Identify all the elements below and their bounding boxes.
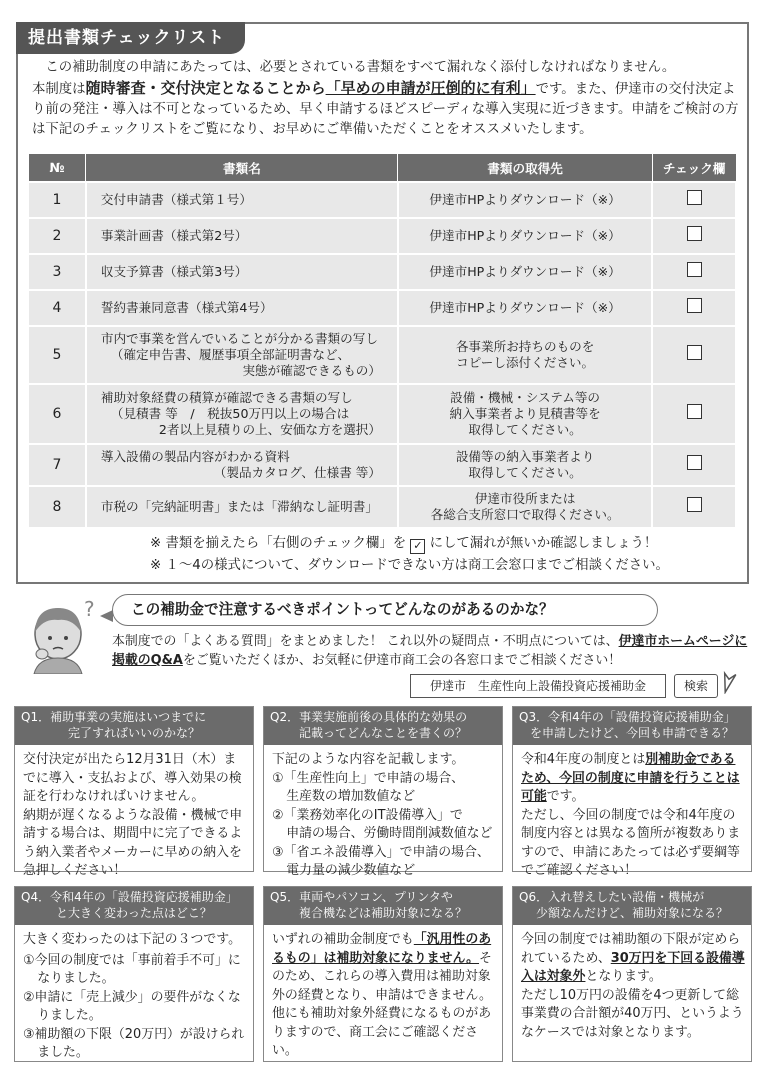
answer-item: 生産数の増加数値など [286,789,416,804]
row-doc [86,290,398,326]
source-line: 伊達市HPよりダウンロード（※） [429,299,621,315]
row-no: 1 [28,182,86,218]
answer-emphasis: 別補助金であるため、今回の制度に申請を行うことは可能 [521,752,740,804]
answer-item: ②申請に「売上減少」の要件がなくな [23,989,241,1005]
source-line: 設備・機械・システム等の [450,389,601,405]
doc-line: 実態が確認できるもの） [242,362,381,378]
table-row [28,486,736,528]
answer-text: 大きく変わったのは下記の３つです。 [23,932,241,947]
row-source [398,290,652,326]
intro-underlined-emphasis: 「早めの申請が圧倒的に有利」 [325,79,536,97]
faq-question [513,707,751,745]
faq-question [264,887,502,925]
answer-item: ました。 [37,1045,89,1060]
faq-answer [513,925,751,1046]
doc-line: 市内で事業を営んでいることが分かる書類の写し [100,330,378,346]
row-check[interactable] [652,326,736,384]
faq-answer [15,925,253,1067]
answer-emphasis: 「汎用性のあるもの」は補助対象になりません。 [272,932,492,966]
answer-item: なりました。 [37,971,115,986]
answer-text: 今回の制度では補助額の下限が定められているため、 [521,932,741,966]
qa-link[interactable]: 伊達市ホームページに掲載のQ&A [112,634,748,668]
faq-card-q2 [263,706,503,878]
doc-line: 交付申請書（様式第１号） [100,191,252,207]
faq-question [15,707,253,745]
doc-line: 事業計画書（様式第2号） [100,227,248,243]
source-line: 伊達市役所または [474,490,576,506]
note-text: ※ 書類を揃えたら「右側のチェック欄」を [150,536,407,551]
source-line: 伊達市HPよりダウンロード（※） [429,227,621,243]
faq-intro-text [112,632,752,670]
header-source: 書類の取得先 [398,154,652,182]
table-header-row [28,154,736,182]
faq-card-q3 [512,706,752,878]
checkbox[interactable] [687,262,702,277]
faq-answer [15,745,253,885]
source-line: 取得してください。 [468,464,582,480]
question-line: Q1．補助事業の実施はいつまでに [21,710,207,724]
search-input[interactable]: 伊達市 生産性向上設備投資応援補助金 [410,674,666,698]
intro-paragraph-2 [32,78,740,140]
checkbox[interactable] [687,497,702,512]
thinking-woman-icon [20,596,100,674]
question-line: Q6．入れ替えしたい設備・機械が [519,890,705,904]
answer-text: です。 [546,789,585,804]
faq-answer [513,745,751,885]
intro-text-rest: です。また、伊達市の交付決定より前の発注・導入は不可となっているため、早く申請するほどスピーディな導入実現に近づきます。申請をご検討の方は下記のチェックリストをご覧になり、お早めにご準備いただくことをオススメいたします。 [32,82,739,137]
answer-text: いずれの補助金制度でも [272,932,414,947]
answer-item: ③「省エネ設備導入」で申請の場合、 [272,844,490,860]
question-line: Q3．令和4年の「設備投資応援補助金」 [519,710,736,724]
doc-line: 導入設備の製品内容がわかる資料 [100,448,290,464]
row-doc [86,326,398,384]
checklist-title: 提出書類チェックリスト [16,22,245,54]
row-check[interactable] [652,444,736,486]
faq-card-q5 [263,886,503,1062]
row-check[interactable] [652,182,736,218]
intro-text: 本制度は [32,82,86,97]
doc-line: 誓約書兼同意書（様式第4号） [100,299,273,315]
row-no: 5 [28,326,86,384]
faq-question [264,707,502,745]
note-2: ※ １～4の様式について、ダウンロードできない方は商工会窓口までご相談ください。 [150,558,669,573]
source-line: 取得してください。 [468,421,582,437]
answer-text: となります。 [585,969,662,984]
row-doc [86,218,398,254]
answer-text: そのため、これらの導入費用は補助対象外の経費となり、申請はできません。 [272,950,492,1003]
question-line: Q5．車両やパソコン、プリンタや [270,890,453,904]
checkbox[interactable] [687,226,702,241]
row-no: 3 [28,254,86,290]
row-doc [86,182,398,218]
doc-line: （確定申告書、履歴事項全部証明書など、 [110,346,351,362]
table-row [28,254,736,290]
row-check[interactable] [652,290,736,326]
question-line: Q2．事業実施前後の具体的な効果の [270,710,468,724]
note-text: にして漏れが無いか確認しましょう！ [429,536,658,551]
checkbox[interactable] [687,298,702,313]
row-check[interactable] [652,486,736,528]
checklist-table [27,153,737,529]
source-line: 各総合支所窓口で取得ください。 [430,506,620,522]
intro-text: 本制度での「よくある質問」をまとめました！ これ以外の疑問点・不明点については、 [112,634,619,649]
answer-item: ①「生産性向上」で申請の場合、 [272,770,465,786]
checkbox[interactable] [687,190,702,205]
doc-line: （見積書 等 / 税抜50万円以上の場合は [110,405,350,421]
row-doc [86,254,398,290]
source-line: コピーし添付ください。 [456,354,595,370]
question-line: と大きく変わった点はどこ？ [56,906,212,920]
source-line: 設備等の納入事業者より [455,448,595,464]
row-source [398,486,652,528]
table-row [28,384,736,444]
table-row [28,444,736,486]
svg-text:?: ? [84,597,95,621]
answer-text: 納期が遅くなるような設備・機械で申請する場合は、期間中に完了できるよう納入業者やメーカーに早めの納入を急押しください！ [23,807,243,878]
row-no: 4 [28,290,86,326]
row-check[interactable] [652,384,736,444]
cursor-icon [718,670,742,694]
intro-line-1: この補助制度の申請にあたっては、必要とされている書類をすべて漏れなく添付しなければなりません。 [45,60,676,75]
checklist-notes [150,533,740,577]
doc-line: 市税の「完納証明書」または「滞納なし証明書」 [100,498,378,514]
row-no: 2 [28,218,86,254]
source-line: 納入事業者より見積書等を [449,405,601,421]
row-check[interactable] [652,218,736,254]
question-line: 複合機などは補助対象になる？ [298,906,467,920]
source-line: 各事業所お持ちのものを [455,338,595,354]
row-source [398,444,652,486]
doc-line: 2者以上見積りの上、安価な方を選択） [158,421,381,437]
answer-text: ただし、今回の制度では令和4年度の制度内容とは異なる箇所が複数ありますので、申請にあたっては必ず要綱等でご確認ください！ [521,807,741,878]
row-source [398,218,652,254]
row-no: 8 [28,486,86,528]
checkbox[interactable] [687,404,702,419]
answer-item: ①今回の制度では「事前着手不可」に [23,952,241,968]
answer-item: 申請の場合、労働時間削減数値など [286,826,493,841]
row-source [398,182,652,218]
answer-text: 令和4年度の制度とは [521,752,646,767]
answer-text: 下記のような内容を記載します。 [272,752,465,767]
faq-card-q6 [512,886,752,1062]
header-check: チェック欄 [652,154,736,182]
checked-box-icon: ✓ [410,539,425,554]
speech-bubble: この補助金で注意するべきポイントってどんなのがあるのかな？ [112,594,658,626]
question-line: を申請したけど、今回も申請できる？ [529,726,734,740]
table-row [28,182,736,218]
faq-answer [264,925,502,1065]
row-no: 7 [28,444,86,486]
faq-card-q1 [14,706,254,878]
checklist-intro [32,58,740,140]
checkbox[interactable] [687,455,702,470]
note-1 [150,533,740,555]
header-doc: 書類名 [86,154,398,182]
table-row [28,218,736,254]
answer-item: 電力量の減少数値など [286,863,416,878]
faq-card-q4 [14,886,254,1062]
row-source [398,384,652,444]
answer-item: ②「業務効率化のIT設備導入」で [272,807,463,823]
faq-answer [264,745,502,885]
row-doc [86,486,398,528]
header-no: № [28,154,86,182]
answer-emphasis: 30万円を下回る設備導入は対象外 [521,950,745,984]
row-doc [86,384,398,444]
faq-question [513,887,751,925]
question-line: Q4．令和4年の「設備投資応援補助金」 [21,890,238,904]
row-check[interactable] [652,254,736,290]
checkbox[interactable] [687,345,702,360]
faq-question [15,887,253,925]
search-button[interactable]: 検索 [674,674,718,698]
table-row [28,290,736,326]
answer-text: ただし10万円の設備を4つ更新して総事業費の合計額が40万円、というようなケースでは対象となります。 [521,987,744,1040]
intro-emphasis: 随時審査・交付決定となることから [85,79,326,97]
answer-text: 他にも補助対象外経費になるものがありますので、商工会にご確認ください。 [272,1006,492,1058]
question-line: 少額なんだけど、補助対象になる？ [535,906,728,920]
row-source [398,254,652,290]
table-row [28,326,736,384]
row-no: 6 [28,384,86,444]
doc-line: 補助対象経費の積算が確認できる書類の写し [100,389,353,405]
question-line: 完了すればいいのかな？ [67,726,200,740]
source-line: 伊達市HPよりダウンロード（※） [429,263,621,279]
intro-text: をご覧いただくほか、お気軽に伊達市商工会の各窓口までご相談ください！ [182,653,622,668]
row-doc [86,444,398,486]
row-source [398,326,652,384]
doc-line: （製品カタログ、仕様書 等） [213,464,381,480]
doc-line: 収支予算書（様式第3号） [100,263,248,279]
answer-item: ③補助額の下限（20万円）が設けられ [23,1026,245,1042]
source-line: 伊達市HPよりダウンロード（※） [429,191,621,207]
answer-item: りました。 [37,1008,102,1023]
question-line: 記載ってどんなことを書くの？ [298,726,467,740]
answer-text: 交付決定が出たら12月31日（木）までに導入・支払および、導入効果の検証を行わなければいけません。 [23,752,242,804]
speech-tail [100,610,113,622]
